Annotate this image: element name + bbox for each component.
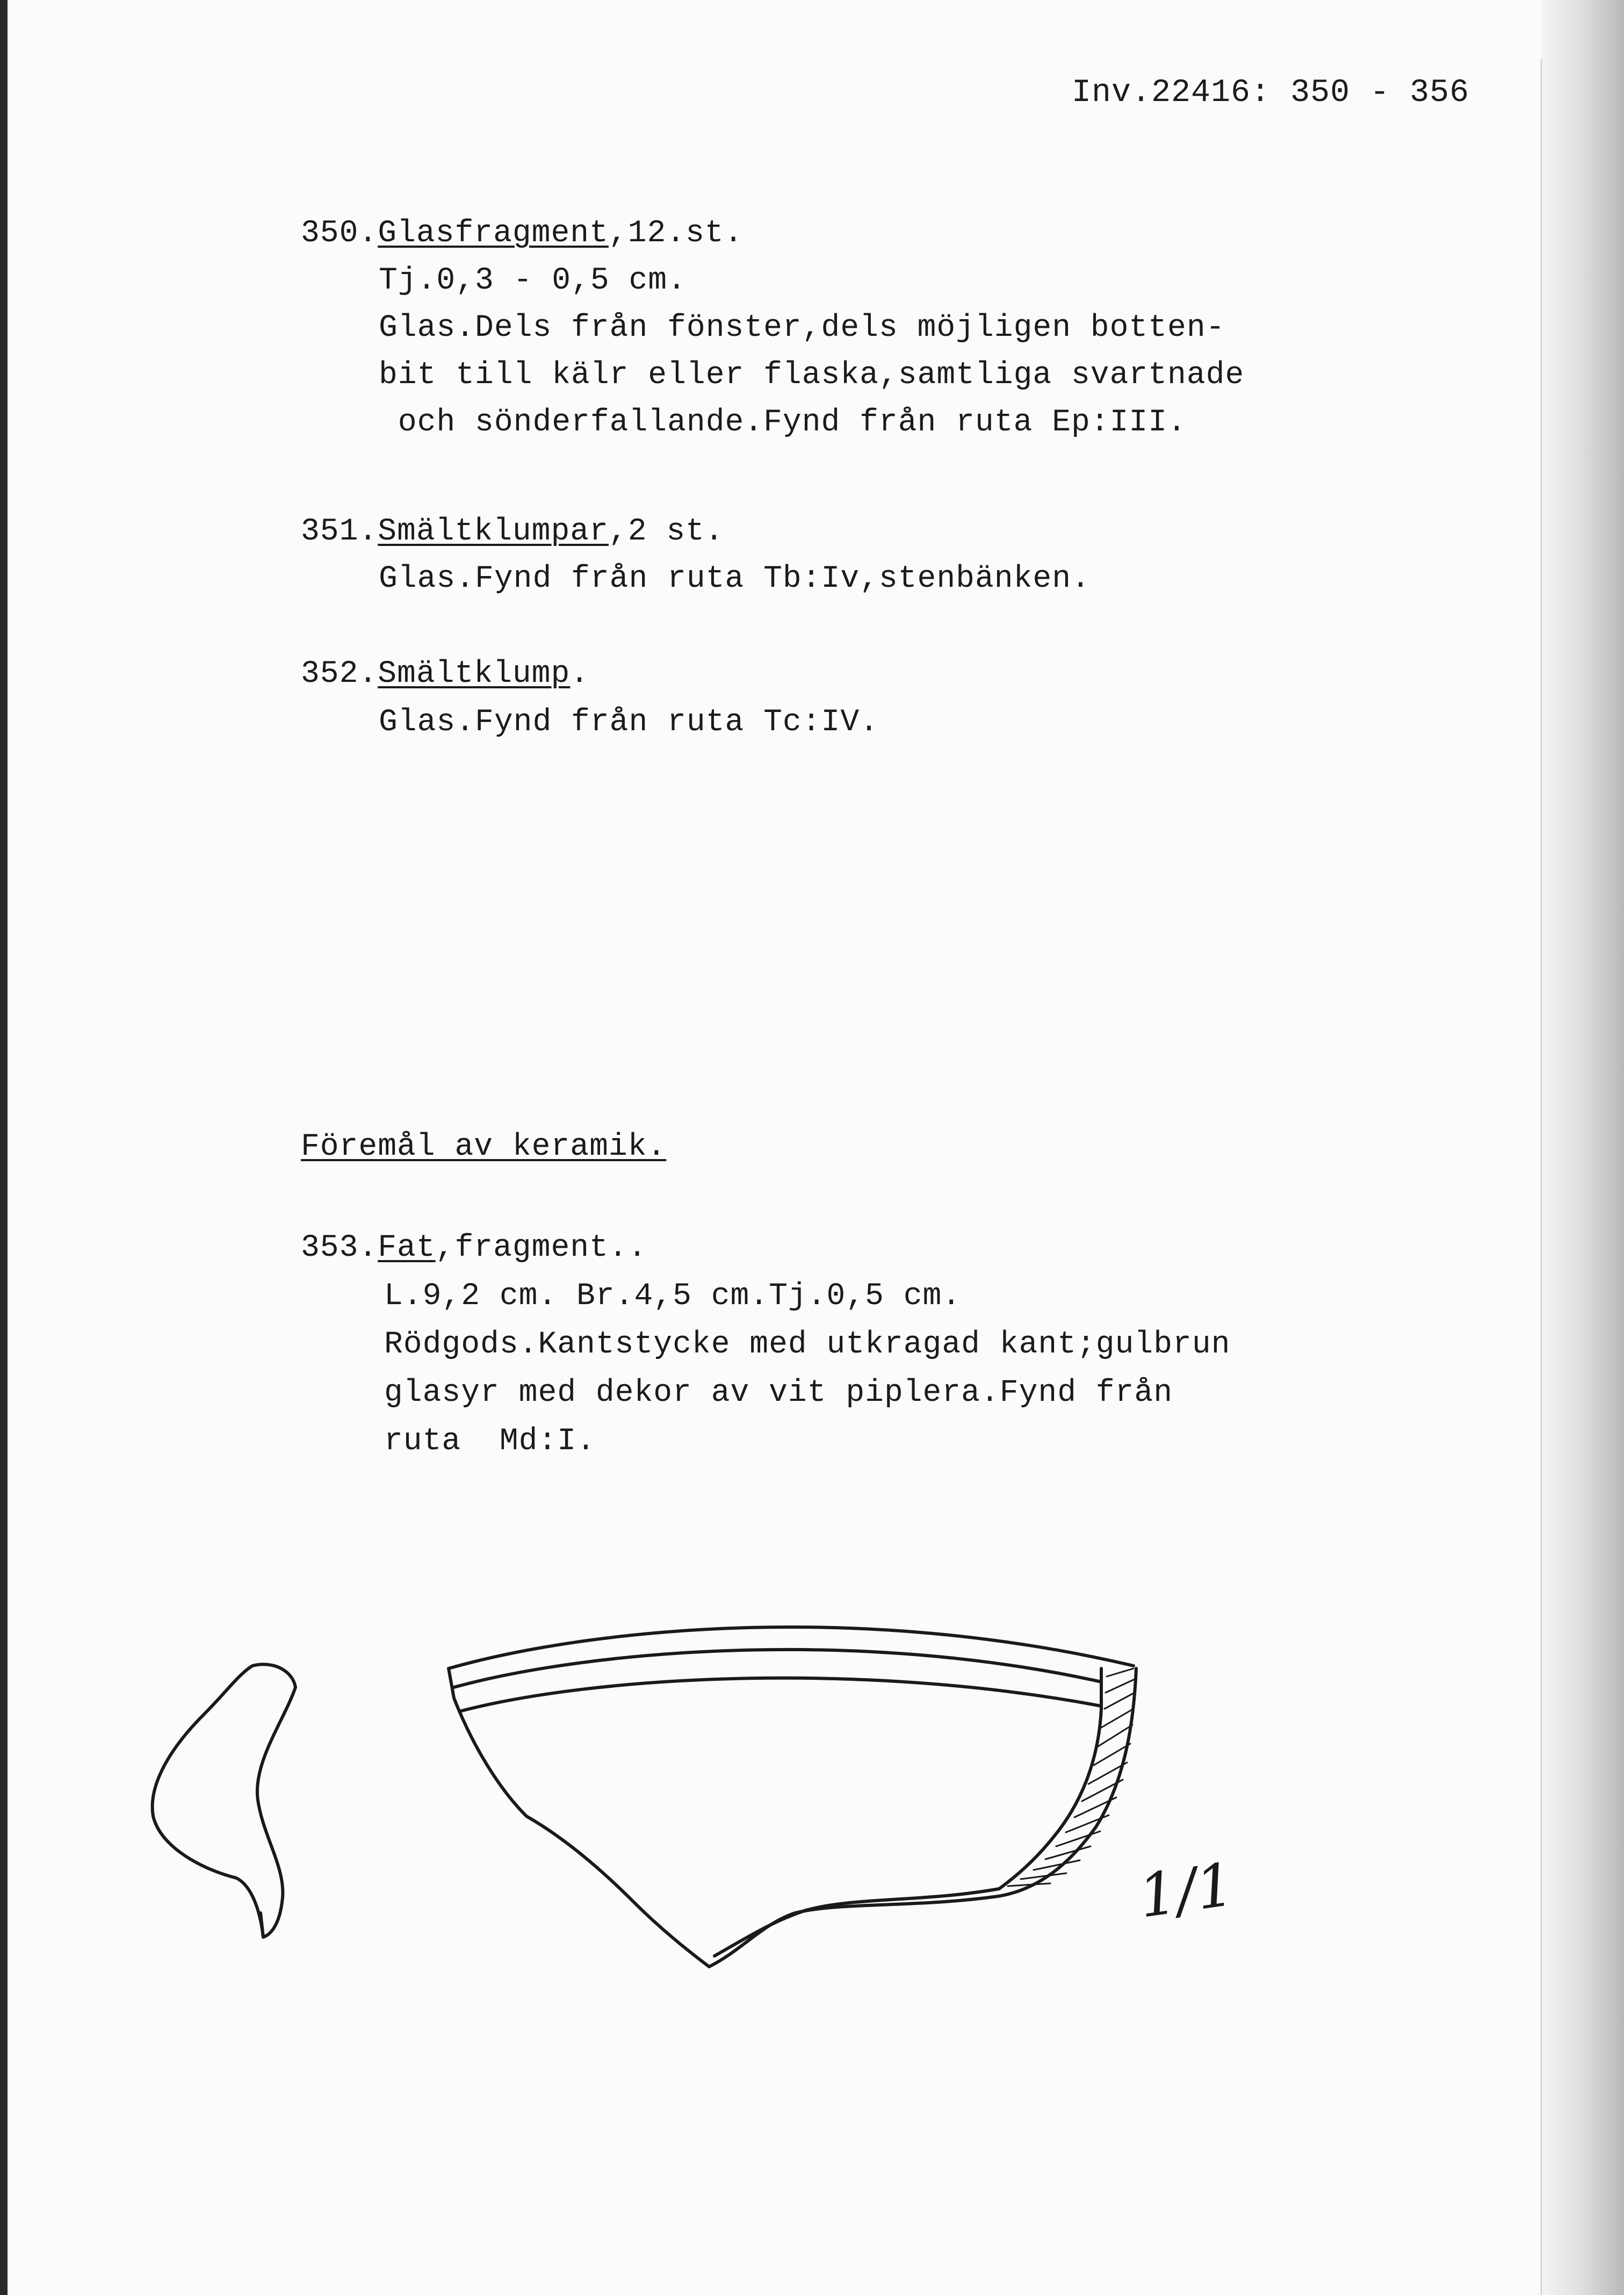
entry-number: 353. [301, 1231, 378, 1265]
entry-suffix: ,2 st. [608, 514, 724, 549]
entry-353-line-4: ruta Md:I. [384, 1424, 596, 1459]
entry-title: Smältklumpar [378, 514, 609, 549]
entry-suffix: ,12.st. [608, 216, 744, 251]
plate-rim-outer [449, 1627, 1134, 1668]
entry-352-line-1: Glas.Fynd från ruta Tc:IV. [379, 705, 879, 740]
plate-rim-inner-2 [459, 1678, 1101, 1711]
inventory-number: Inv.22416: 350 - 356 [1072, 75, 1470, 111]
entry-title: Fat [378, 1231, 436, 1265]
section-heading: Föremål av keramik. [301, 1129, 667, 1164]
entry-number: 350. [301, 216, 378, 251]
entry-350-line-3: bit till kälr eller flaska,samtliga svartnade [379, 358, 1245, 393]
entry-350-line-2: Glas.Dels från fönster,dels möjligen botten- [379, 311, 1225, 346]
scale-label: 1/1 [1134, 1850, 1239, 1931]
entry-suffix: ,fragment.. [435, 1231, 647, 1265]
entry-number: 352. [301, 657, 378, 692]
entry-351-line-1: Glas.Fynd från ruta Tb:Iv,stenbänken. [379, 562, 1091, 596]
entry-353-line-3: glasyr med dekor av vit piplera.Fynd från [384, 1376, 1173, 1411]
entry-353-line-2: Rödgods.Kantstycke med utkragad kant;gulbrun [384, 1327, 1231, 1362]
entry-350-line-1: Tj.0,3 - 0,5 cm. [379, 263, 687, 298]
entry-350-line-4: och sönderfallande.Fynd från ruta Ep:III. [379, 405, 1187, 440]
entry-suffix: . [570, 657, 590, 692]
profile-outline [153, 1664, 295, 1937]
entry-title: Smältklump [378, 657, 571, 692]
entry-title: Glasfragment [378, 216, 609, 251]
plate-left-edge [449, 1668, 709, 1967]
plate-rim-inner-1 [454, 1650, 1101, 1687]
entry-number: 351. [301, 514, 378, 549]
entry-353-line-1: L.9,2 cm. Br.4,5 cm.Tj.0,5 cm. [384, 1279, 962, 1314]
